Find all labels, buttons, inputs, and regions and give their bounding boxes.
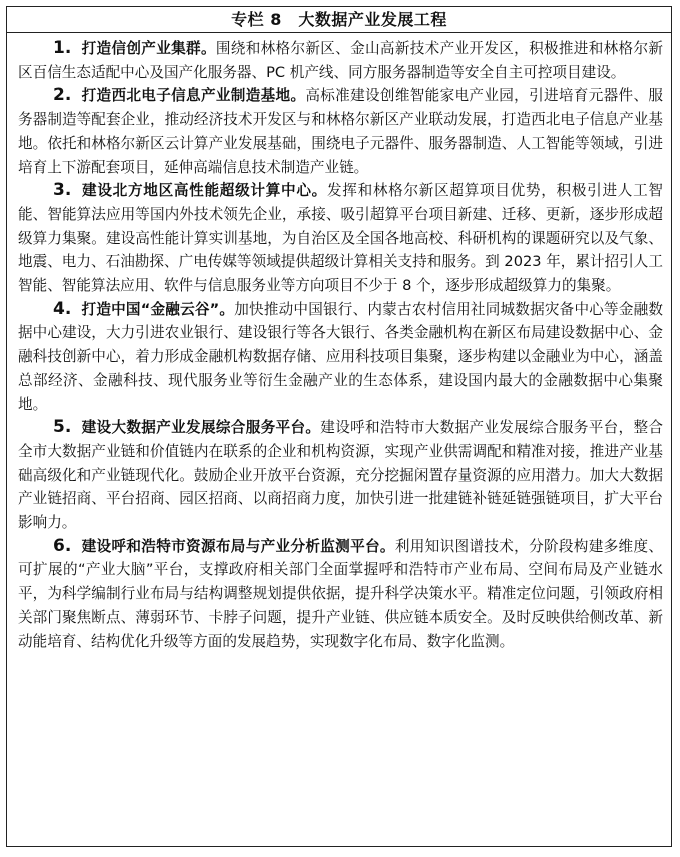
item-text: 利用知识图谱技术，分阶段构建多维度、可扩展的“产业大脑”平台，支撑政府相关部门全面掌握呼和浩特市产业布局、空间布局及产业链水平，为科学编制行业布局与结构调整规划提供依据，提升科学决策水平。精准定位问题，引领政府相关部门聚焦断点、薄弱环节、卡脖子问题，提升产业链、供应链本质安全。及时反映供给侧改革、新动能培育、结构优化升级等方面的发展趋势，实现数字化布局、数字化监测。: [18, 537, 663, 650]
item-number: 1.: [53, 38, 72, 58]
item-heading: 打造西北电子信息产业制造基地。: [81, 87, 306, 105]
item-heading: 建设呼和浩特市资源布局与产业分析监测平台。: [81, 537, 395, 555]
list-item: [18, 298, 663, 417]
item-heading: 建设大数据产业发展综合服务平台。: [81, 419, 321, 437]
item-heading: 打造中国“金融云谷”。: [81, 300, 235, 318]
item-text: 围绕和林格尔新区、金山高新技术产业开发区，积极推进和林格尔新区百信生态适配中心及国产化服务器、PC 机产线、同方服务器制造等安全自主可控项目建设。: [18, 40, 663, 81]
item-heading: 建设北方地区高性能超级计算中心。: [81, 182, 327, 200]
item-text: 发挥和林格尔新区超算项目优势，积极引进人工智能、智能算法应用等国内外技术领先企业，承接、吸引超算平台项目新建、迁移、更新，逐步形成超级算力集聚。建设高性能计算实训基地，为自治区及全国各地高校、科研机构的课题研究以及气象、地震、电力、石油勘探、广电传媒等领域提供超级计算相关支持和服务。到 2023 年，累计招引人工智能、智能算法应用、软件与信息服务业等方向项目不少于 8 个，逐步形成超级算力的集聚。: [18, 182, 663, 295]
item-text: 加快推动中国银行、内蒙古农村信用社同城数据灾备中心等金融数据中心建设，大力引进农业银行、建设银行等各大银行、各类金融机构在新区布局建设数据中心、金融科技创新中心，着力形成金融机构数据存储、应用科技项目集聚，逐步构建以金融业为中心，涵盖总部经济、金融科技、现代服务业等衍生金融产业的生态体系，建设国内最大的金融数据中心集聚地。: [18, 300, 663, 413]
item-text: 高标准建设创维智能家电产业园，引进培育元器件、服务器制造等配套企业，推动经济技术开发区与和林格尔新区产业联动发展，打造西北电子信息产业基地。依托和林格尔新区云计算产业发展基础，围绕电子元器件、服务器制造、人工智能等领域，引进培育上下游配套项目，延伸高端信息技术制造产业链。: [18, 87, 663, 176]
item-text: 建设呼和浩特市大数据产业发展综合服务平台，整合全市大数据产业链和价值链内在联系的企业和机构资源，实现产业供需调配和精准对接，推进产业基础高级化和产业链现代化。鼓励企业开放平台资源，充分挖掘闲置存量资源的应用潜力。加大大数据产业链招商、平台招商、园区招商、以商招商力度，加快引进一批建链补链延链强链项目，扩大平台影响力。: [18, 419, 663, 532]
item-number: 3.: [53, 180, 72, 201]
list-item: [18, 535, 663, 654]
item-number: 5.: [53, 417, 72, 438]
feature-box: [6, 6, 672, 847]
item-number: 4.: [53, 298, 72, 319]
list-item: [18, 179, 663, 298]
list-item: [18, 37, 663, 84]
item-number: 6.: [53, 535, 72, 556]
item-number: 2.: [53, 85, 72, 106]
box-title: 专栏 8 大数据产业发展工程: [7, 7, 671, 33]
box-body: [7, 33, 671, 653]
item-heading: 打造信创产业集群。: [81, 40, 216, 57]
list-item: [18, 84, 663, 179]
list-item: [18, 416, 663, 535]
